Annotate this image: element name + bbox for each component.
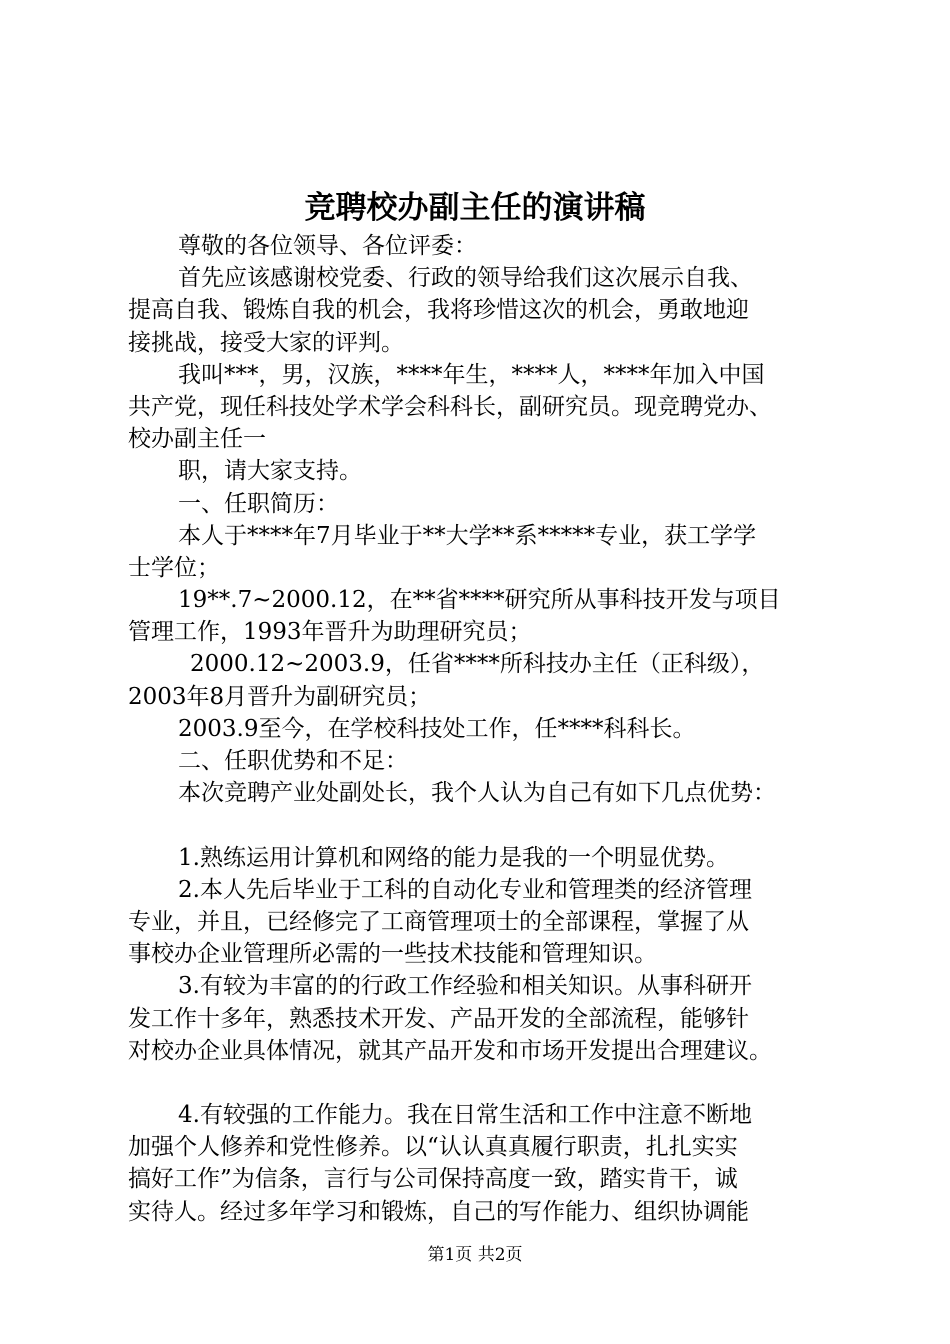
- paragraph-line: 搞好工作”为信条，言行与公司保持高度一致，踏实肯干，诚: [128, 1166, 738, 1193]
- paragraph-line: 实待人。经过多年学习和锻炼，自己的写作能力、组织协调能: [128, 1198, 749, 1225]
- list-item-line: 4.有较强的工作能力。我在日常生活和工作中注意不断地: [178, 1102, 752, 1129]
- paragraph-line: 本人于****年7月毕业于**大学**系*****专业，获工学学: [178, 522, 757, 549]
- paragraph-line: 本次竞聘产业处副处长，我个人认为自己有如下几点优势：: [178, 780, 776, 807]
- paragraph-line: 校办副主任一: [128, 426, 266, 453]
- paragraph-line: 提高自我、锻炼自我的机会，我将珍惜这次的机会，勇敢地迎: [128, 297, 749, 324]
- paragraph-line: 2000.12~2003.9，任省****所科技办主任（正科级），: [190, 651, 765, 678]
- paragraph-line: 士学位；: [128, 554, 220, 581]
- paragraph-line: 2003年8月晋升为副研究员；: [128, 683, 432, 710]
- paragraph-line: 首先应该感谢校党委、行政的领导给我们这次展示自我、: [178, 265, 753, 292]
- list-item-line: 2.本人先后毕业于工科的自动化专业和管理类的经济管理: [178, 876, 752, 903]
- paragraph-line: 2003.9至今，在学校科技处工作，任****科科长。: [178, 715, 696, 742]
- paragraph-line: 管理工作，1993年晋升为助理研究员；: [128, 619, 532, 646]
- paragraph-line: 我叫***，男，汉族，****年生，****人，****年加入中国: [178, 361, 765, 388]
- document-body: [128, 230, 840, 1228]
- paragraph-line: 专业，并且，已经修完了工商管理项士的全部课程，掌握了从: [128, 908, 749, 935]
- blank-line: [128, 1067, 840, 1099]
- paragraph-line: 事校办企业管理所必需的一些技术技能和管理知识。: [128, 941, 657, 968]
- paragraph-line: 接挑战，接受大家的评判。: [128, 329, 404, 356]
- document-title: 竞聘校办副主任的演讲稿: [304, 190, 646, 226]
- paragraph-line: 发工作十多年，熟悉技术开发、产品开发的全部流程，能够针: [128, 1005, 749, 1032]
- list-item-line: 3.有较为丰富的的行政工作经验和相关知识。从事科研开: [178, 973, 752, 1000]
- section-heading: 一、任职简历：: [178, 490, 339, 517]
- salutation-line: 尊敬的各位领导、各位评委：: [178, 233, 477, 259]
- page-footer: 第1页 共2页: [427, 1245, 523, 1265]
- list-item-line: 1.熟练运用计算机和网络的能力是我的一个明显优势。: [178, 844, 729, 871]
- blank-line: [128, 809, 840, 841]
- paragraph-line: 19**.7~2000.12，在**省****研究所从事科技开发与项目: [178, 587, 781, 614]
- paragraph-line: 加强个人修养和党性修养。以“认认真真履行职责，扎扎实实: [128, 1134, 738, 1161]
- paragraph-line: 职，请大家支持。: [178, 458, 362, 485]
- paragraph-line: 共产党，现任科技处学术学会科科长，副研究员。现竞聘党办、: [128, 393, 772, 420]
- section-heading: 二、任职优势和不足：: [178, 748, 408, 774]
- paragraph-line: 对校办企业具体情况，就其产品开发和市场开发提出合理建议。: [128, 1037, 772, 1064]
